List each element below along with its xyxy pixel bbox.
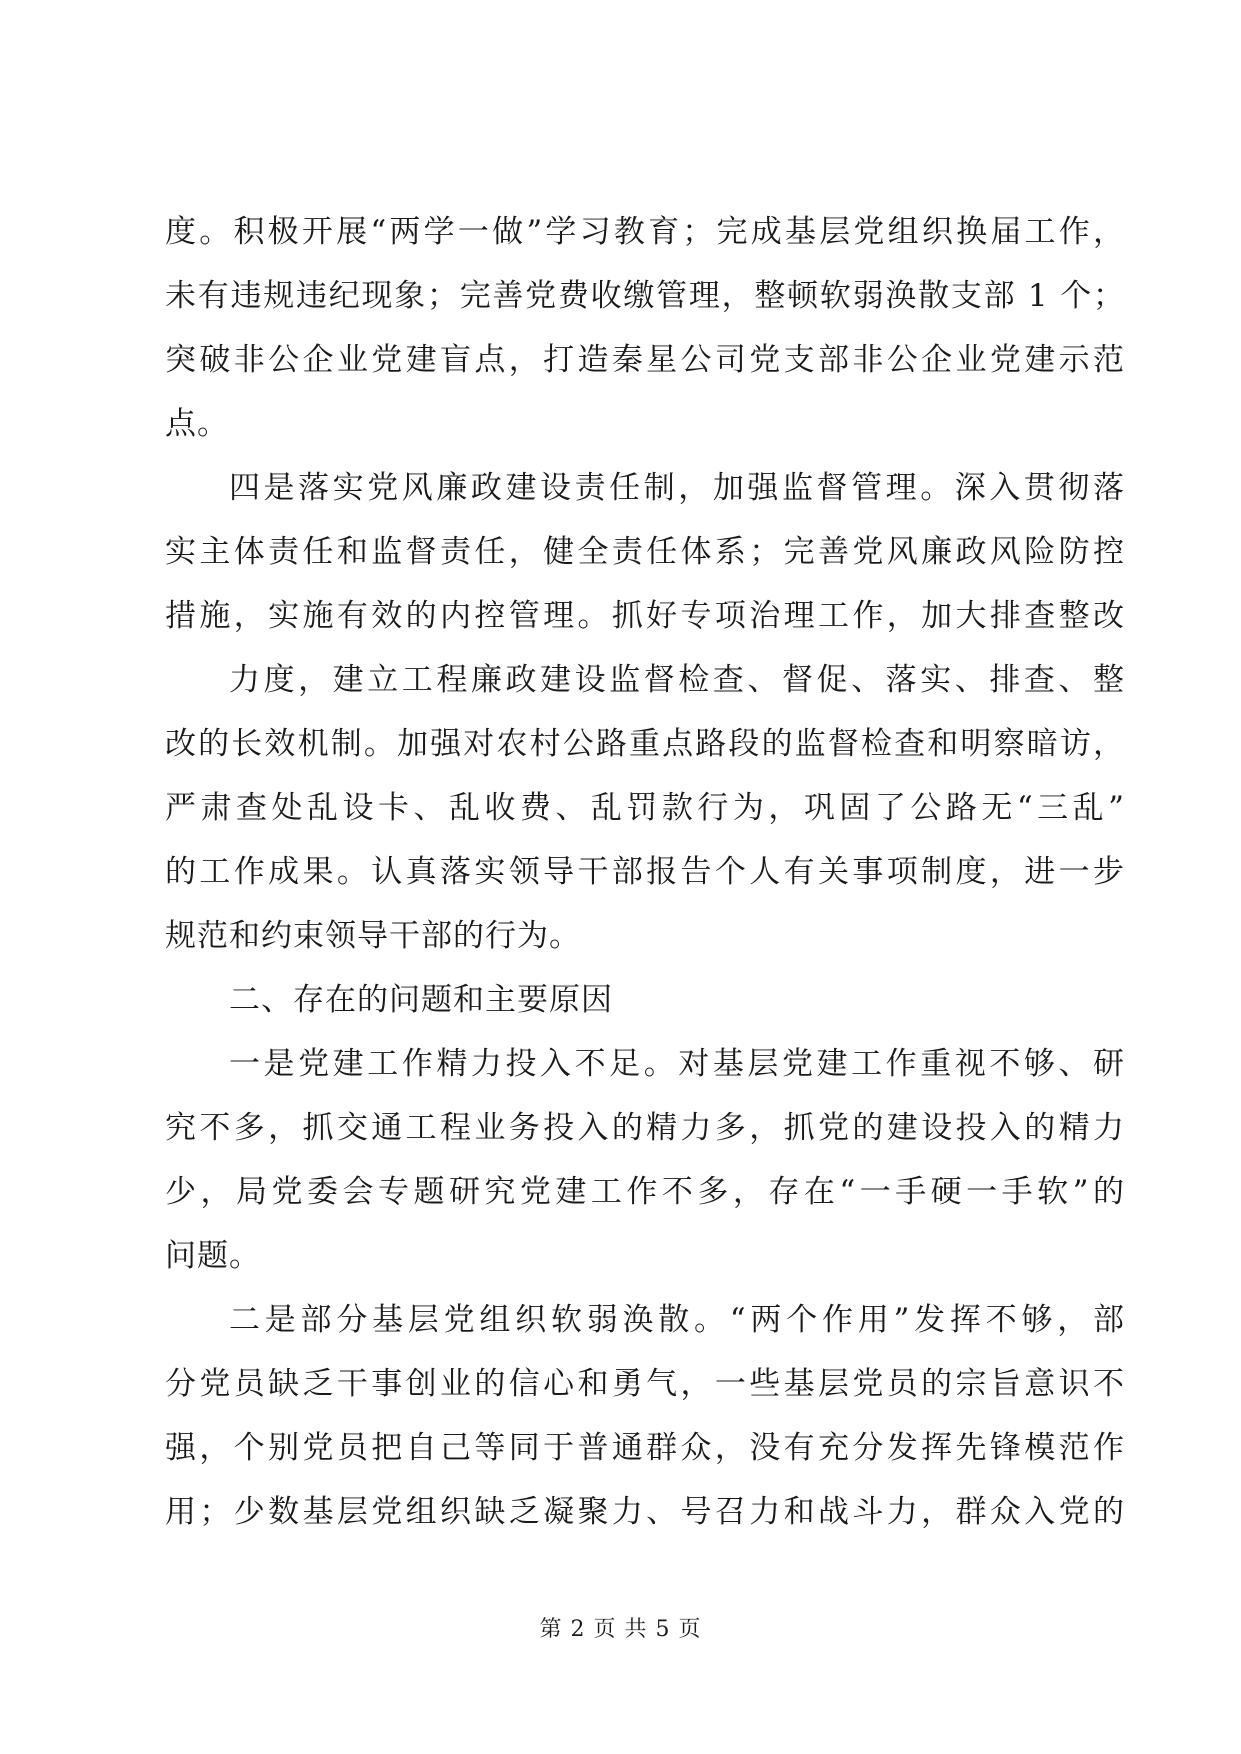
text-line: 二是部分基层党组织软弱涣散。“两个作用”发挥不够，部 <box>229 1302 1125 1338</box>
text-line: 分党员缺乏干事创业的信心和勇气，一些基层党员的宗旨意识不 <box>165 1366 1125 1402</box>
text-line: 用；少数基层党组织缺乏凝聚力、号召力和战斗力，群众入党的 <box>165 1494 1125 1530</box>
text-line: 四是落实党风廉政建设责任制，加强监督管理。深入贯彻落 <box>229 470 1125 506</box>
text-line: 严肃查处乱设卡、乱收费、乱罚款行为，巩固了公路无“三乱” <box>165 790 1125 826</box>
text-line: 未有违规违纪现象；完善党费收缴管理，整顿软弱涣散支部 1 个； <box>165 278 1125 314</box>
text-line: 规范和约束领导干部的行为。 <box>165 918 581 954</box>
text-line: 突破非公企业党建盲点，打造秦星公司党支部非公企业党建示范 <box>165 342 1125 378</box>
text-line: 力度，建立工程廉政建设监督检查、督促、落实、排查、整 <box>229 662 1125 698</box>
text-line: 的工作成果。认真落实领导干部报告个人有关事项制度，进一步 <box>165 854 1125 890</box>
text-line: 一是党建工作精力投入不足。对基层党建工作重视不够、研 <box>229 1046 1125 1082</box>
text-line: 二、存在的问题和主要原因 <box>229 982 613 1018</box>
text-line: 措施，实施有效的内控管理。抓好专项治理工作，加大排查整改 <box>165 598 1125 634</box>
text-line: 实主体责任和监督责任，健全责任体系；完善党风廉政风险防控 <box>165 534 1125 570</box>
text-line: 问题。 <box>165 1238 261 1274</box>
text-line: 少，局党委会专题研究党建工作不多，存在“一手硬一手软”的 <box>165 1174 1125 1210</box>
text-line: 度。积极开展“两学一做”学习教育；完成基层党组织换届工作， <box>165 214 1125 250</box>
text-line: 强，个别党员把自己等同于普通群众，没有充分发挥先锋模范作 <box>165 1430 1125 1466</box>
document-body <box>165 200 1125 1544</box>
text-line: 究不多，抓交通工程业务投入的精力多，抓党的建设投入的精力 <box>165 1110 1125 1146</box>
text-line: 点。 <box>165 406 229 442</box>
text-line: 改的长效机制。加强对农村公路重点路段的监督检查和明察暗访， <box>165 726 1125 762</box>
page-footer: 第 2 页 共 5 页 <box>539 1617 702 1642</box>
